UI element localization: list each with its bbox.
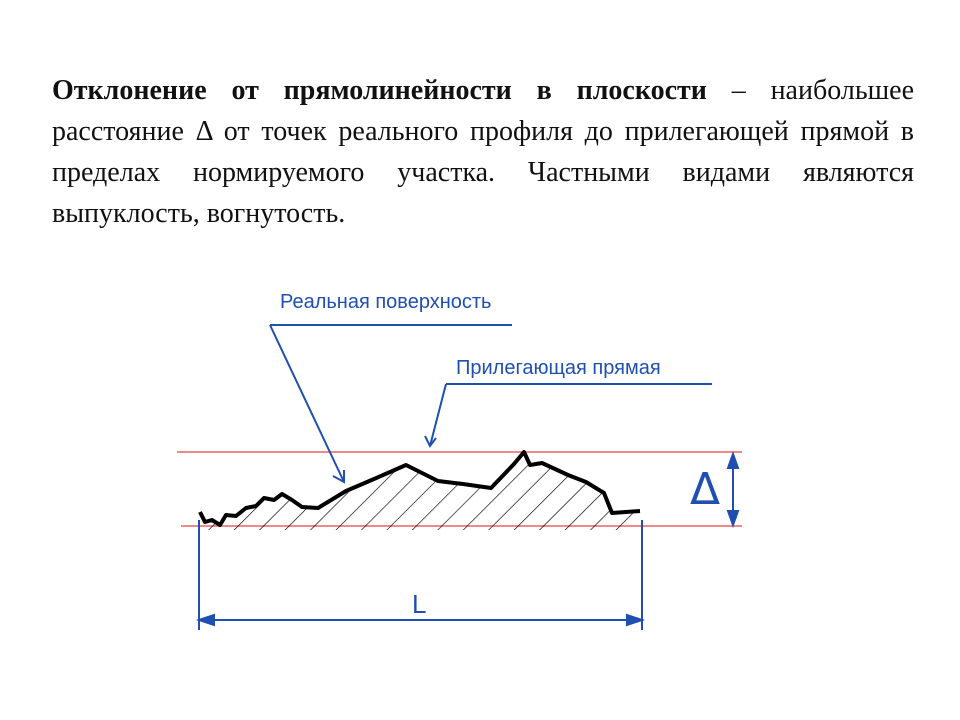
length-label: L bbox=[412, 589, 427, 619]
label-adjacent-line: Прилегающая прямая bbox=[456, 357, 661, 379]
definition-body: – наибольшее расстояние Δ от точек реального профиля до прилегающей прямой в пределах нормируемого участка. Частными видами являются выпуклость, вогнутость. bbox=[52, 75, 915, 229]
delta-symbol: Δ bbox=[690, 464, 721, 515]
hatched-material bbox=[190, 440, 650, 590]
leader-real-surface bbox=[270, 325, 512, 482]
label-real-surface: Реальная поверхность bbox=[280, 291, 492, 313]
definition-term: Отклонение от прямолинейности в плоскости bbox=[52, 75, 707, 106]
leader-adjacent-line bbox=[425, 384, 712, 446]
delta-dimension bbox=[728, 454, 738, 525]
